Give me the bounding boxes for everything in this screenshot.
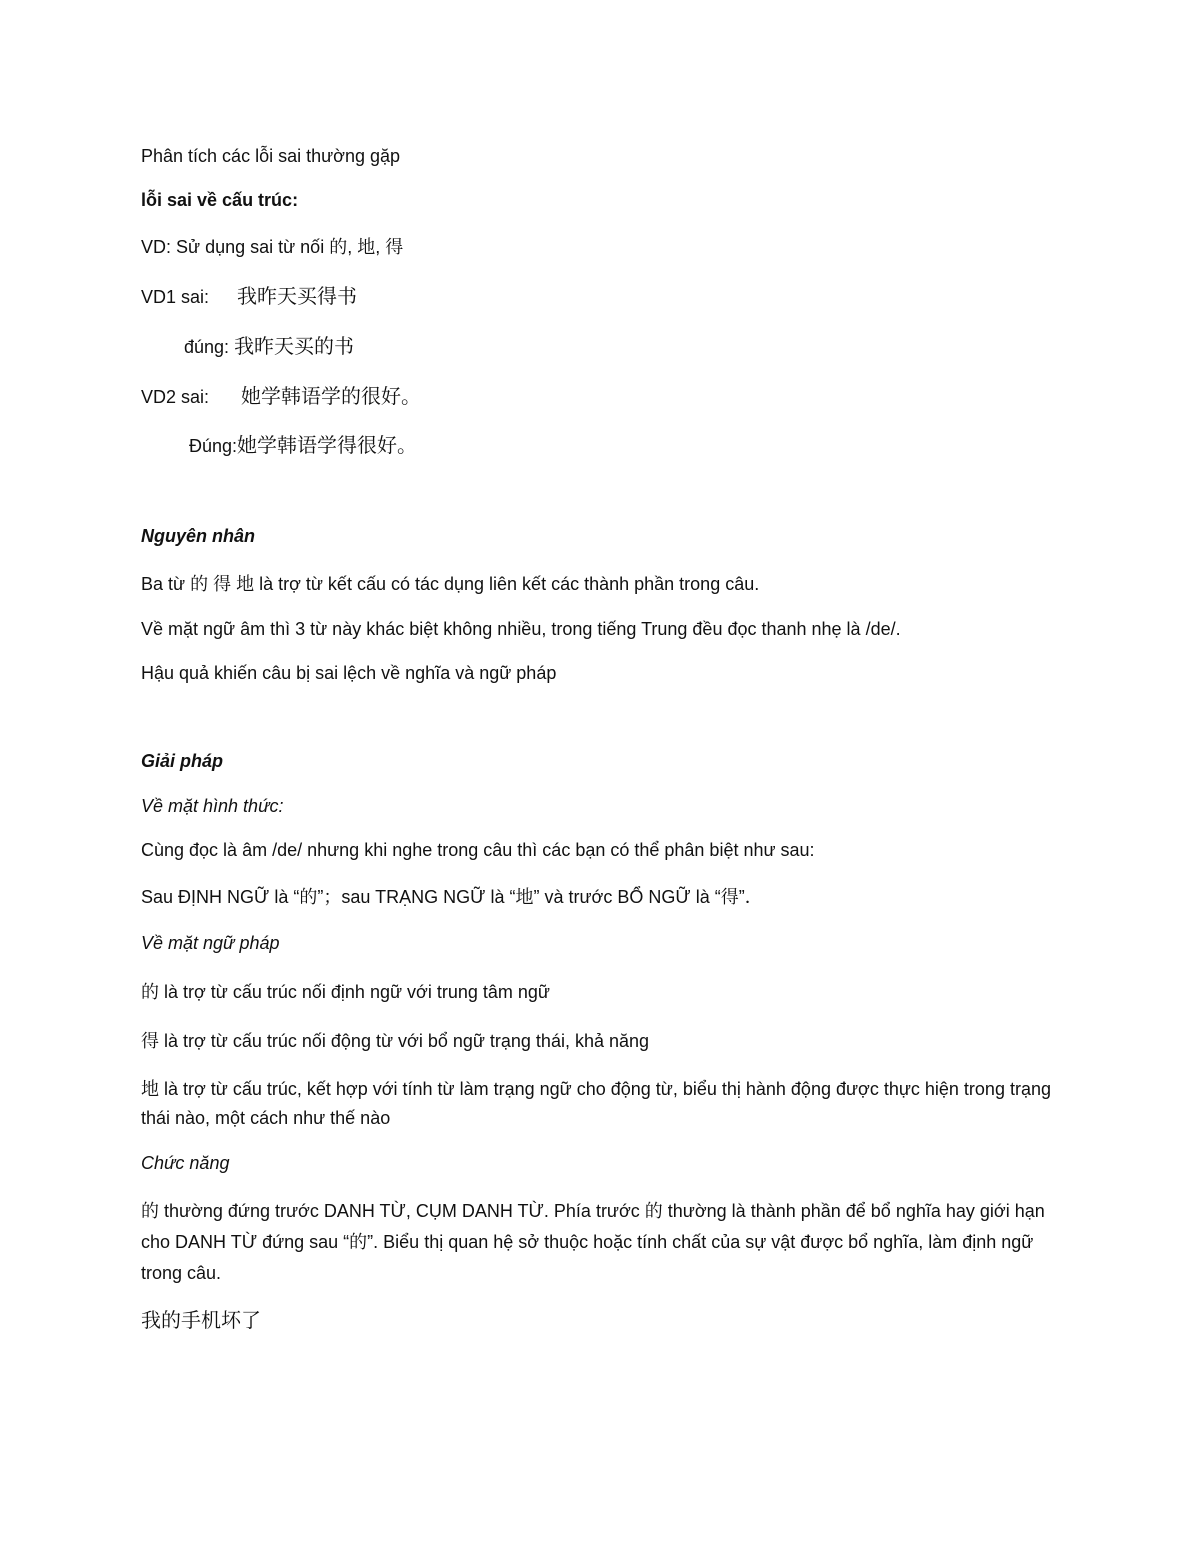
vd2-wrong-sentence: 她学韩语学的很好。	[241, 386, 421, 408]
cause-heading: Nguyên nhân	[141, 526, 256, 546]
vd1-right-sentence: 我昨天买的书	[234, 336, 355, 358]
structure-heading: lỗi sai về cấu trúc:	[141, 190, 299, 210]
vd1-right-label: đúng:	[184, 337, 230, 357]
function-example: 我的手机坏了	[141, 1310, 261, 1332]
cause-paragraph-2: Về mặt ngữ âm thì 3 từ này khác biệt không nhiều, trong tiếng Trung đều đọc thanh nhẹ là /de/.	[141, 619, 901, 639]
form-paragraph-2: Sau ĐỊNH NGỮ là “的”；sau TRẠNG NGỮ là “地” và trước BỔ NGỮ là “得”．	[141, 887, 763, 907]
vd1-right-line	[184, 335, 354, 359]
vd2-label: VD2 sai:	[141, 387, 210, 407]
cause-paragraph-1: Ba từ 的 得 地 là trợ từ kết cấu có tác dụng liên kết các thành phần trong câu.	[141, 574, 760, 594]
vd1-wrong-line	[141, 285, 357, 309]
function-paragraph-1: 的 thường đứng trước DANH TỪ, CỤM DANH TỪ. Phía trước 的 thường là thành phần để bổ nghĩa hay giới hạn cho DANH TỪ đứng sau “的”. Biểu thị quan hệ sở thuộc hoặc tính chất của sự vật được bổ nghĩa, làm định ngữ trong câu.	[141, 1201, 1045, 1283]
form-paragraph-1: Cùng đọc là âm /de/ nhưng khi nghe trong câu thì các bạn có thể phân biệt như sau:	[141, 840, 815, 860]
function-heading: Chức năng	[141, 1153, 230, 1173]
solution-heading: Giải pháp	[141, 751, 224, 771]
grammar-paragraph-2: 得 là trợ từ cấu trúc nối động từ với bổ ngữ trạng thái, khả năng	[141, 1031, 650, 1051]
vd1-wrong-sentence: 我昨天买得书	[237, 286, 357, 308]
vd2-wrong-line	[141, 385, 421, 409]
vd2-right-label: Đúng:	[189, 436, 238, 456]
vd2-right-sentence: 她学韩语学得很好。	[237, 435, 418, 457]
vd2-right-line	[189, 434, 417, 458]
grammar-paragraph-1: 的 là trợ từ cấu trúc nối định ngữ với trung tâm ngữ	[141, 982, 550, 1002]
example-intro: VD: Sử dụng sai từ nối 的, 地, 得	[141, 237, 404, 257]
vd1-label: VD1 sai:	[141, 287, 210, 307]
grammar-paragraph-3: 地 là trợ từ cấu trúc, kết hợp với tính từ làm trạng ngữ cho động từ, biểu thị hành động được thực hiện trong trạng thái nào, một cách như thế nào	[141, 1079, 1051, 1128]
document-title: Phân tích các lỗi sai thường gặp	[141, 146, 401, 166]
grammar-heading: Về mặt ngữ pháp	[141, 933, 280, 953]
form-heading: Về mặt hình thức:	[141, 796, 284, 816]
cause-paragraph-3: Hậu quả khiến câu bị sai lệch về nghĩa và ngữ pháp	[141, 663, 557, 683]
